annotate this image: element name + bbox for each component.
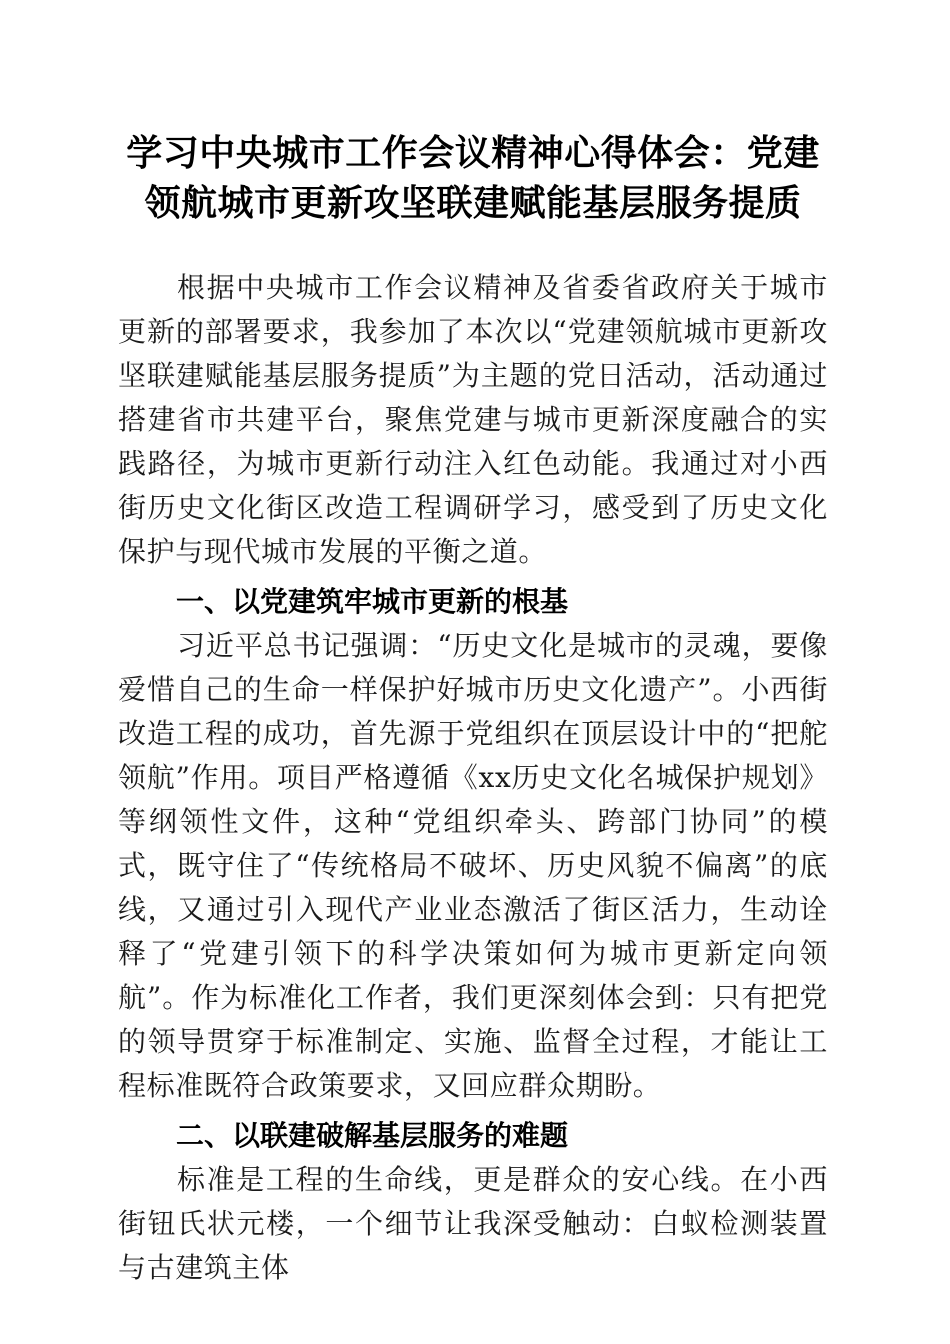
document-content — [118, 0, 828, 1290]
section-one-paragraph: 习近平总书记强调：“历史文化是城市的灵魂，要像爱惜自己的生命一样保护好城市历史文化遗产”。小西街改造工程的成功，首先源于党组织在顶层设计中的“把舵领航”作用。项目严格遵循《xx历史文化名城保护规划》等纲领性文件，这种“党组织牵头、跨部门协同”的模式，既守住了“传统格局不破坏、历史风貌不偏离”的底线，又通过引入现代产业业态激活了街区活力，生动诠释了“党建引领下的科学决策如何为城市更新定向领航”。作为标准化工作者，我们更深刻体会到：只有把党的领导贯穿于标准制定、实施、监督全过程，才能让工程标准既符合政策要求，又回应群众期盼。 — [118, 629, 828, 1102]
section-two-paragraph: 标准是工程的生命线，更是群众的安心线。在小西街钮氏状元楼，一个细节让我深受触动：白蚁检测装置与古建筑主体 — [118, 1163, 828, 1284]
intro-paragraph: 根据中央城市工作会议精神及省委省政府关于城市更新的部署要求，我参加了本次以“党建领航城市更新攻坚联建赋能基层服务提质”为主题的党日活动，活动通过搭建省市共建平台，聚焦党建与城市更新深度融合的实践路径，为城市更新行动注入红色动能。我通过对小西街历史文化街区改造工程调研学习，感受到了历史文化保护与现代城市发展的平衡之道。 — [118, 271, 828, 568]
section-heading-two: 二、以联建破解基层服务的难题 — [176, 1120, 569, 1151]
section-heading-one: 一、以党建筑牢城市更新的根基 — [176, 586, 569, 617]
page-title: 学习中央城市工作会议精神心得体会：党建领航城市更新攻坚联建赋能基层服务提质 — [126, 133, 820, 223]
